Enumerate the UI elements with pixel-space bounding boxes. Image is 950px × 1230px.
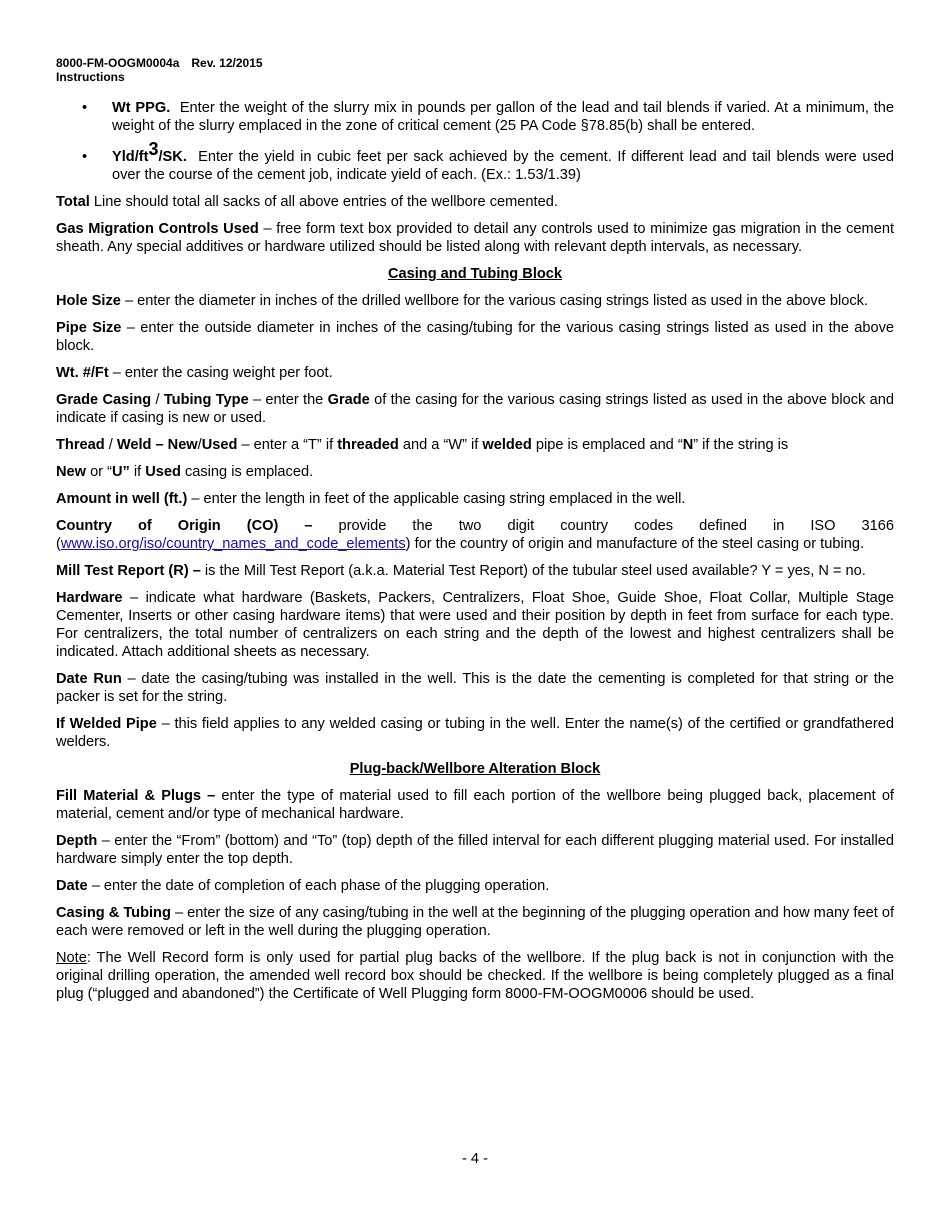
bullet-yield [56,139,895,184]
new-used-paragraph: New or “U” if Used casing is emplaced. [56,464,314,480]
hardware-paragraph: Hardware – indicate what hardware (Baskets, Packers, Centralizers, Float Shoe, Guide Shoe, Float Collar, Multiple Stage Cementer, Inserts or other casing hardware items) that were used and their position by depth in feet from surface for each type. For centralizers, the total number of centralizers on each string and the depth of the lowest and highest centralizers shall be indicated. Attach additional sheets as necessary. [56,590,894,660]
bullet-wt-ppg [56,99,894,135]
hole-size-paragraph: Hole Size – enter the diameter in inches of the drilled wellbore for the various casing strings listed as used in the above block. [56,293,869,309]
welded-pipe-paragraph: If Welded Pipe – this field applies to any welded casing or tubing in the well. Enter the name(s) of the certified or grandfathered welders. [56,716,894,750]
gas-migration-paragraph: Gas Migration Controls Used – free form text box provided to detail any controls used to minimize gas migration in the cement sheath. Any special additives or hardware utilized should be listed along with relevant depth intervals, as necessary. [56,221,894,255]
amount-paragraph: Amount in well (ft.) – enter the length in feet of the applicable casing string emplaced in the well. [56,491,686,507]
pipe-size-paragraph: Pipe Size – enter the outside diameter in inches of the casing/tubing for the various casing strings listed as used in the above block. [56,320,894,354]
form-revision: Rev. 12/2015 [191,56,263,70]
form-number: 8000-FM-OOGM0004a [56,56,180,70]
bullet-text: Enter the yield in cubic feet per sack achieved by the cement. If different lead and tail blends were used over the course of the cement job, indicate yield of each. (Ex.: 1.53/1.39) [112,149,895,183]
bullet-term: Yld/$ft^3/SK$. [112,139,187,165]
mill-test-paragraph: Mill Test Report (R) – is the Mill Test Report (a.k.a. Material Test Report) of the tubular steel used available? Y = yes, N = no. [56,563,866,579]
form-header [56,56,894,84]
weight-per-foot-paragraph: Wt. #/Ft – enter the casing weight per foot. [56,365,333,381]
iso-country-codes-link[interactable]: www.iso.org/iso/country_names_and_code_elements [60,536,406,552]
casing-block-heading: Casing and Tubing Block [387,266,563,282]
plugback-block-heading: Plug-back/Wellbore Alteration Block [349,761,601,777]
form-section: Instructions [56,70,125,84]
bullet-icon: • [82,100,88,116]
date-paragraph: Date – enter the date of completion of each phase of the plugging operation. [56,878,550,894]
bullet-list [56,99,894,184]
country-origin-paragraph: Country of Origin (CO) – provide the two digit country codes defined in ISO 3166 (www.iso.org/iso/country_names_and_code_elements) for the country of origin and manufacture of the steel casing or tubing. [56,518,894,552]
date-run-paragraph: Date Run – date the casing/tubing was installed in the well. This is the date the cementing is completed for that string or the packer is set for the string. [56,671,894,705]
grade-paragraph: Grade Casing / Tubing Type – enter the Grade of the casing for the various casing strings listed as used in the above block and indicate if casing is new or used. [56,392,894,426]
document-page [56,56,894,1003]
bullet-text: Enter the weight of the slurry mix in pounds per gallon of the lead and tail blends if varied. At a minimum, the weight of the slurry emplaced in the zone of critical cement (25 PA Code §78.85(b) shall be entered. [112,100,894,134]
depth-paragraph: Depth – enter the “From” (bottom) and “To” (top) depth of the filled interval for each different plugging material used. For installed hardware simply enter the top depth. [56,833,894,867]
total-paragraph: Total Line should total all sacks of all above entries of the wellbore cemented. [56,194,558,210]
note-paragraph: Note: The Well Record form is only used for partial plug backs of the wellbore. If the plug back is not in conjunction with the original drilling operation, the amended well record box should be checked. If the wellbore is being completely plugged as a final plug (“plugged and abandoned”) the Certificate of Well Plugging form 8000-FM-OOGM0006 should be used. [56,950,894,1002]
bullet-icon: • [82,149,88,165]
casing-tubing-paragraph: Casing & Tubing – enter the size of any casing/tubing in the well at the beginning of the plugging operation and how many feet of each were removed or left in the well during the plugging operation. [56,905,894,939]
thread-weld-paragraph: Thread / Weld – New/Used – enter a “T” if threaded and a “W” if welded pipe is emplaced and “N” if the string is [56,437,789,453]
fill-material-paragraph: Fill Material & Plugs – enter the type of material used to fill each portion of the wellbore being plugged back, placement of material, cement and/or type of mechanical hardware. [56,788,894,822]
bullet-term: Wt PPG. [112,100,171,116]
page-number: - 4 - [462,1151,488,1167]
